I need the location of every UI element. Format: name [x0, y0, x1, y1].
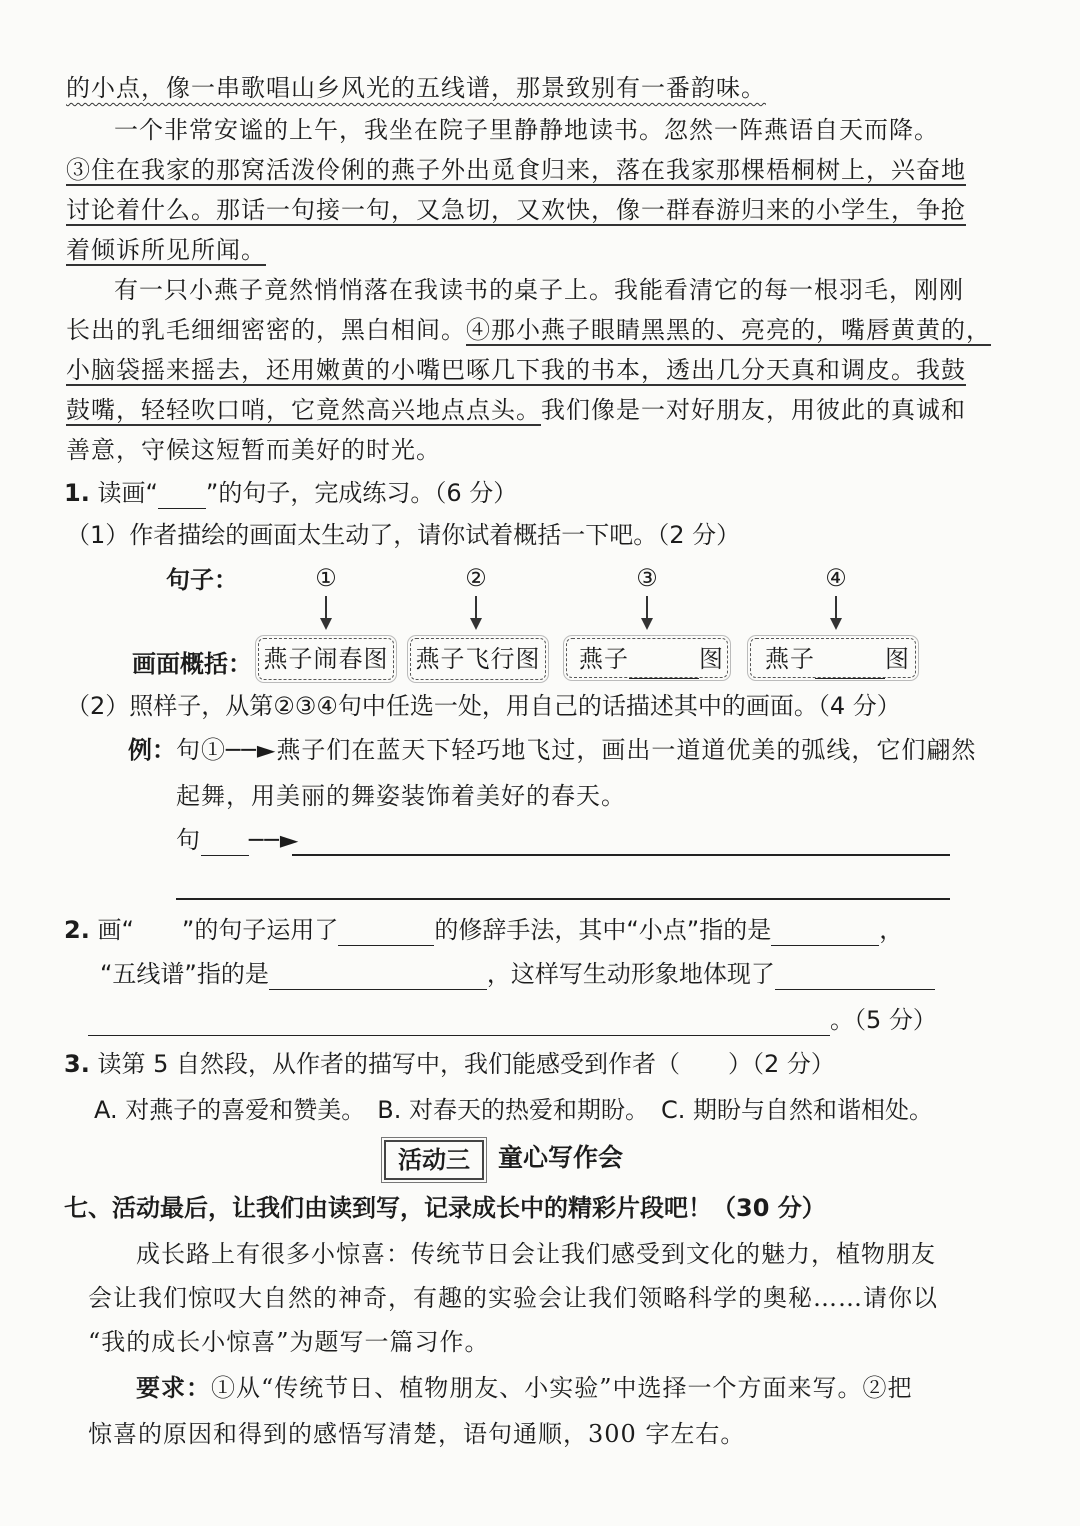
requirements: 要求：①从“传统节日、植物朋友、小实验”中选择一个方面来写。②把	[136, 1374, 913, 1402]
down-arrow-icon	[641, 618, 653, 630]
answer-rule[interactable]	[176, 898, 950, 900]
answer-blank[interactable]	[775, 965, 935, 990]
prompt-text: “我的成长小惊喜”为题写一篇习作。	[88, 1328, 490, 1356]
passage-line: 一个非常安谧的上午，我坐在院子里静静地读书。忽然一阵燕语自天而降。	[114, 116, 939, 144]
sentence-number: ②	[465, 564, 487, 592]
underlined-sentence: 鼓嘴，轻轻吹口哨，它竟然高兴地点点头。	[66, 396, 541, 424]
passage-line	[66, 72, 766, 104]
activity-tag: 活动三	[384, 1140, 484, 1180]
passage-line	[66, 394, 966, 426]
example-text: 起舞，用美丽的舞姿装饰着美好的春天。	[176, 782, 626, 810]
passage-line	[66, 314, 991, 346]
question-2-line1: 2. 画“ ”的句子运用了 的修辞手法，其中“小点”指的是 ，	[64, 916, 904, 944]
question-1-sub2: （2）照样子，从第②③④句中任选一处，用自己的话描述其中的画面。（4 分）	[66, 692, 901, 720]
underlined-sentence: 小脑袋摇来摇去，还用嫩黄的小嘴巴啄几下我的书本，透出几分天真和调皮。我鼓	[66, 356, 966, 384]
answer-blank[interactable]	[269, 965, 487, 990]
down-arrow-line	[646, 596, 648, 620]
passage-text: 我们像是一对好朋友，用彼此的真诚和	[541, 396, 966, 424]
sentence-number: ①	[315, 564, 337, 592]
straight-line-sample	[158, 484, 206, 509]
question-1-title: 1. 读画“ ”的句子，完成练习。（6 分）	[64, 479, 518, 507]
question-2-line2: “五线谱”指的是 ，这样写生动形象地体现了	[100, 958, 935, 990]
passage-text: 长出的乳毛细细密密的，黑白相间。	[66, 316, 466, 344]
question-1-sub1: （1）作者描绘的画面太生动了，请你试着概括一下吧。（2 分）	[66, 521, 741, 549]
down-arrow-line	[325, 596, 327, 620]
wavy-underlined-sentence: 的小点，像一串歌唱山乡风光的五线谱，那景致别有一番韵味。	[66, 74, 766, 102]
activity-title: 童心写作会	[498, 1143, 624, 1172]
down-arrow-line	[475, 596, 477, 620]
sentence-number: ④	[825, 564, 847, 592]
underlined-sentence: ④那小燕子眼睛黑黑的、亮亮的，嘴唇黄黄的，	[466, 316, 991, 344]
passage-line: 善意，守候这短暂而美好的时光。	[66, 436, 441, 464]
passage-line	[66, 354, 966, 386]
underlined-sentence: 讨论着什么。那话一句接一句，又急切，又欢快，像一群春游归来的小学生，争抢	[66, 196, 966, 224]
summary-box: 燕子闹春图	[258, 638, 394, 680]
passage-line: 有一只小燕子竟然悄悄落在我读书的桌子上。我能看清它的每一根羽毛，刚刚	[114, 276, 964, 304]
answer-blank[interactable]	[88, 1011, 830, 1036]
question-2-line3: 。（5 分）	[88, 1004, 937, 1036]
underlined-sentence: 着倾诉所见所闻。	[66, 236, 266, 264]
example-label: 例：	[128, 736, 176, 764]
summary-box: 燕子飞行图	[410, 638, 546, 680]
answer-blank[interactable]	[771, 921, 879, 946]
down-arrow-icon	[830, 618, 842, 630]
answer-blank[interactable]	[201, 831, 249, 856]
passage-line	[66, 194, 966, 226]
answer-line[interactable]: 句 ──►	[176, 826, 300, 854]
summary-box-blank[interactable]: 燕子 图	[566, 638, 728, 678]
sentence-label: 句子：	[166, 566, 238, 594]
passage-line	[66, 154, 966, 186]
underlined-sentence: ③住在我家的那窝活泼伶俐的燕子外出觅食归来，落在我家那棵梧桐树上，兴奋地	[66, 156, 966, 184]
answer-blank[interactable]	[338, 921, 434, 946]
down-arrow-icon	[320, 618, 332, 630]
prompt-text: 会让我们惊叹大自然的神奇，有趣的实验会让我们领略科学的奥秘……请你以	[88, 1284, 938, 1312]
prompt-text: 成长路上有很多小惊喜：传统节日会让我们感受到文化的魅力，植物朋友	[136, 1240, 936, 1268]
question-7-title: 七、活动最后，让我们由读到写，记录成长中的精彩片段吧！（30 分）	[64, 1194, 826, 1222]
summary-box-blank[interactable]: 燕子 图	[750, 638, 916, 678]
requirements: 惊喜的原因和得到的感悟写清楚，语句通顺，300 字左右。	[88, 1420, 746, 1448]
sentence-number: ③	[636, 564, 658, 592]
answer-rule[interactable]	[292, 854, 950, 856]
example-text: 句①──►燕子们在蓝天下轻巧地飞过，画出一道道优美的弧线，它们翩然	[176, 736, 977, 764]
question-3: 3. 读第 5 自然段，从作者的描写中，我们能感受到作者（ ）（2 分）	[64, 1050, 835, 1078]
down-arrow-line	[835, 596, 837, 620]
wavy-line-sample	[134, 914, 182, 946]
passage-line	[66, 234, 266, 266]
down-arrow-icon	[470, 618, 482, 630]
summary-label: 画面概括：	[132, 650, 252, 678]
question-3-options: A. 对燕子的喜爱和赞美。 B. 对春天的热爱和期盼。 C. 期盼与自然和谐相处。	[94, 1096, 933, 1124]
